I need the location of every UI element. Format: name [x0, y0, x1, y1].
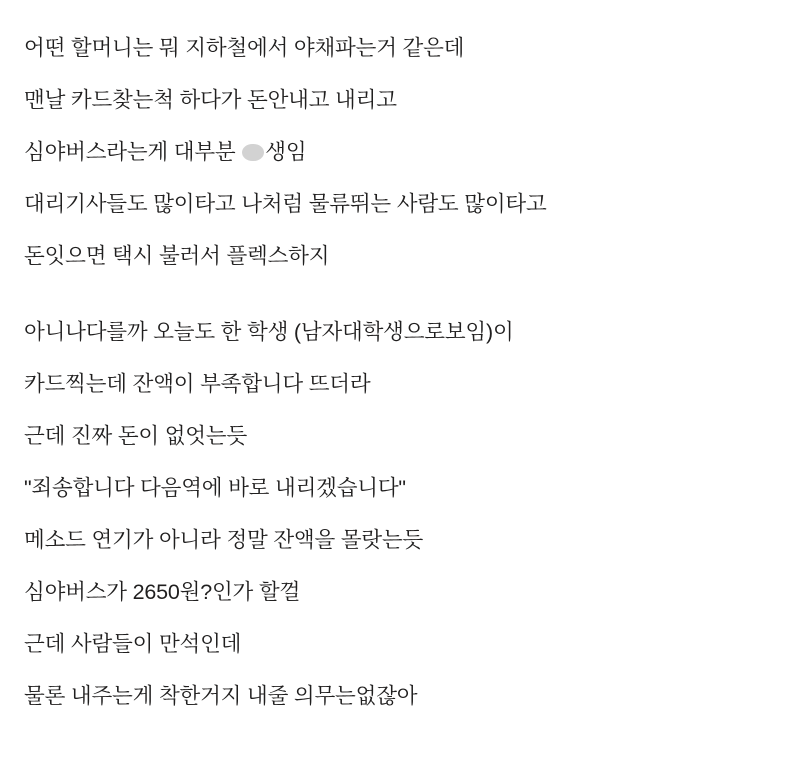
- text-line: 대리기사들도 많이타고 나처럼 물류뛰는 사람도 많이타고: [24, 192, 547, 216]
- masked-line-suffix: 생임: [265, 140, 307, 164]
- text-line: 맨날 카드찾는척 하다가 돈안내고 내리고: [24, 88, 397, 112]
- text-line: 어떤 할머니는 뭐 지하철에서 야채파는거 같은데: [24, 36, 465, 60]
- text-line: 근데 진짜 돈이 없엇는듯: [24, 424, 248, 448]
- text-line: 아니나다를까 오늘도 한 학생 (남자대학생으로보임)이: [24, 320, 514, 344]
- masked-line-prefix: 심야버스라는게 대부분: [24, 140, 242, 164]
- text-line: 물론 내주는게 착한거지 내줄 의무는없잖아: [24, 684, 418, 708]
- post-text-body: [24, 22, 776, 722]
- text-line-masked: [24, 126, 776, 178]
- redaction-dot-icon: [242, 144, 264, 161]
- text-line: 돈잇으면 택시 불러서 플렉스하지: [24, 244, 330, 268]
- text-line: 메소드 연기가 아니라 정말 잔액을 몰랏는듯: [24, 528, 424, 552]
- paragraph-spacer: [24, 282, 776, 306]
- text-line: 근데 사람들이 만석인데: [24, 632, 242, 656]
- text-line: 심야버스가 2650원?인가 할껄: [24, 580, 301, 604]
- text-line: "죄송합니다 다음역에 바로 내리겠습니다": [24, 476, 406, 500]
- text-line: 카드찍는데 잔액이 부족합니다 뜨더라: [24, 372, 371, 396]
